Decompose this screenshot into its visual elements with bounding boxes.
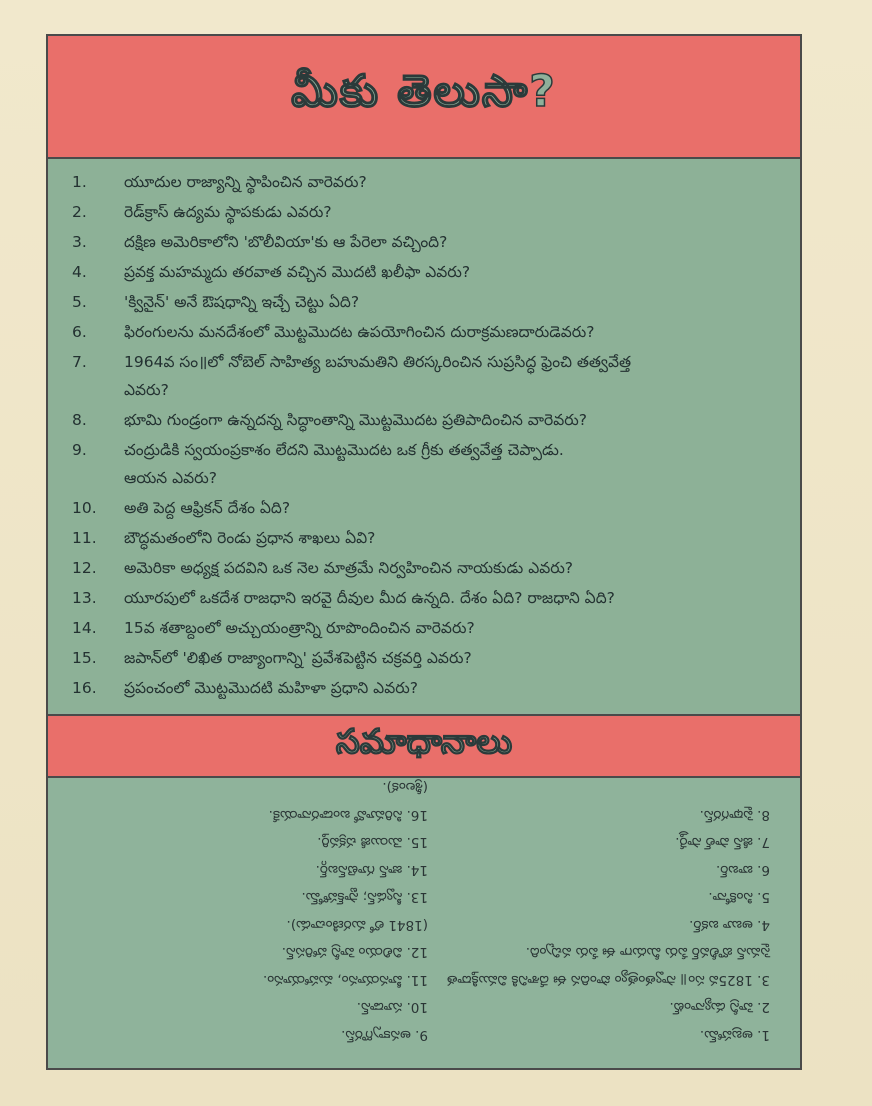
answer-line: 10. సూడాన్.: [356, 999, 428, 1016]
answer-line: 2. హెన్రీ డ్యునాంట్.: [669, 999, 770, 1016]
answers-banner: [48, 714, 800, 778]
answer-line: 11. హీనయానం, మహాయానం.: [262, 972, 428, 988]
answer-line: 14. జాన్ గూటెన్‌బర్గ్.: [315, 862, 428, 878]
answer-line: 5. సింకోనా.: [708, 889, 770, 906]
page-title: మీకు తెలుసా?: [291, 65, 557, 117]
answers-section: [48, 778, 800, 1068]
answers-upside-down: [48, 778, 800, 1068]
answer-line: (శ్రీలంక).: [382, 779, 428, 796]
answer-line: 3. 1825వ సం॥ స్వాతంత్ర్యం పొందిన ఈ దేశానికి విముక్తిదాత: [446, 972, 770, 988]
answer-line: (1841 లో మరణించాడు).: [286, 917, 428, 933]
answer-line: 9. అనక్సాగొరస్.: [341, 1027, 428, 1043]
answers-column-right: [68, 773, 428, 1048]
answer-line: 15. మెయిజీ చక్రవర్తి.: [317, 834, 428, 851]
answer-line: 4. అబూ బకర్.: [689, 917, 770, 933]
questions-list: 1. యూదుల రాజ్యాన్ని స్థాపించిన వారెవరు? 2. రెడ్‌క్రాస్ ఉద్యమ స్థాపకుడు ఎవరు? 3. దక్షిణ అమెరికాలోని 'బొలీవియా'కు ఆ పేరెలా వచ్చింది? 4. ప్రవక్త మహమ్మదు తరవాత వచ్చిన మొదటి ఖలీఫా ఎవరు? 5. 'క్వినైన్' అనే ఔషధాన్ని ఇచ్చే చెట్టు ఏది? 6. ఫిరంగులను మనదేశంలో మొట్టమొదట ఉపయోగించిన దురాక్రమణదారుడెవరు? 7. 1964వ సం॥లో నోబెల్ సాహిత్య బహుమతిని తిరస్కరించిన సుప్రసిద్ధ ఫ్రెంచి తత్వవేత్త ఎవరు? 8. భూమి గుండ్రంగా ఉన్నదన్న సిద్ధాంతాన్ని మొట్టమొదట ప్రతిపాదించిన వారెవరు? 9. చంద్రుడికి స్వయంప్రకాశం లేదని మొట్టమొదట ఒక గ్రీకు తత్వవేత్త చెప్పాడు. ఆయన ఎవరు? 10. అతి పెద్ద ఆఫ్రికన్ దేశం ఏది? 11. బౌద్ధమతంలోని రెండు ప్రధాన శాఖలు ఏవి? 12. అమెరికా అధ్యక్ష పదవిని ఒక నెల మాత్రమే నిర్వహించిన నాయకుడు ఎవరు? 13. యూరపులో ఒకదేశ రాజధాని ఇరవై దీవుల మీద ఉన్నది. దేశం ఏది? రాజధాని ఏది? 14. 15వ శతాబ్దంలో అచ్చుయంత్రాన్ని రూపొందించిన వారెవరు? 15. జపాన్‌లో 'లిఖిత రాజ్యాంగాన్ని' ప్రవేశపెట్టిన చక్రవర్తి ఎవరు? 16. ప్రపంచంలో మొట్టమొదటి మహిళా ప్రధాని ఎవరు?: [48, 159, 800, 712]
answer-line: 8. పైథాగరస్.: [699, 807, 770, 823]
answers-column-left: [440, 801, 770, 1049]
answer-line: 1. అబ్రహామ్.: [699, 1027, 770, 1043]
answer-line: 16. సిరిమావో బండారనాయకే.: [268, 807, 428, 823]
answer-line: 13. స్వీడన్; స్టాక్‌హోమ్.: [301, 889, 428, 906]
answers-title: సమాధానాలు: [335, 722, 513, 762]
title-banner: [48, 36, 800, 159]
answer-line: 7. జీన్ పాల్ సార్త్రే.: [675, 834, 770, 851]
answer-line: సైమన్ బొలీవర్ పేరు మీదుగా ఈ పేరు వచ్చింది.: [525, 944, 770, 961]
quiz-panel: [46, 34, 802, 1070]
answer-line: 6. బాబర్.: [715, 862, 770, 878]
answer-line: 12. విలియం హెన్రీ హారిసన్.: [281, 944, 428, 961]
